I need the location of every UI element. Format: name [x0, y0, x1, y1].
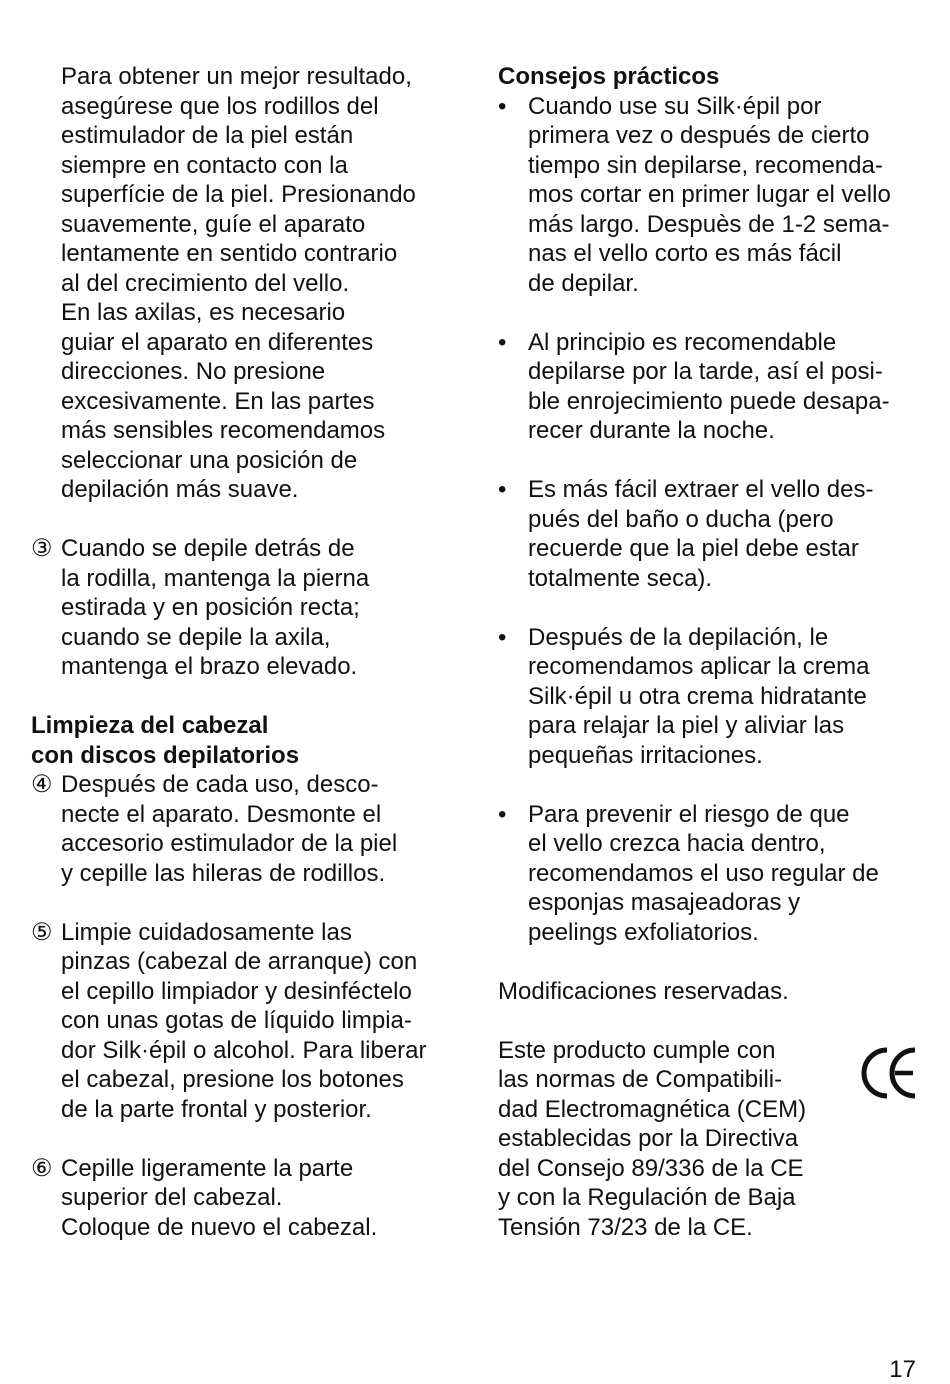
step-6: [31, 1154, 471, 1243]
text-line: excesivamente. En las partes: [61, 387, 375, 415]
tip-item: [498, 475, 928, 593]
tip-item: [498, 328, 928, 446]
text-line: con unas gotas de líquido limpia-: [61, 1007, 412, 1034]
text-line: seleccionar una posición de: [61, 446, 358, 474]
text-line: Coloque de nuevo el cabezal.: [61, 1213, 378, 1241]
step-number: ⑥: [31, 1154, 53, 1182]
text-line: necte el aparato. Desmonte el: [61, 800, 382, 828]
text-line: Cuando use su Silk·épil por: [528, 92, 822, 120]
text-line: accesorio estimulador de la piel: [61, 830, 398, 857]
text-line: superior del cabezal.: [61, 1184, 283, 1211]
text-line: ble enrojecimiento puede desapa-: [528, 387, 890, 415]
text-line: Tensión 73/23 de la CE.: [498, 1213, 753, 1241]
bullet-icon: •: [498, 800, 507, 828]
text-line: guiar el aparato en diferentes: [61, 328, 374, 356]
text-line: de la parte frontal y posterior.: [61, 1095, 372, 1123]
text-line: Es más fácil extraer el vello des-: [528, 476, 874, 503]
text-line: más largo. Despuès de 1-2 sema-: [528, 210, 890, 238]
text-line: de depilar.: [528, 269, 639, 297]
text-line: del Consejo 89/336 de la CE: [498, 1154, 804, 1182]
text-line: dad Electromagnética (CEM): [498, 1095, 807, 1123]
text-line: el vello crezca hacia dentro,: [528, 830, 826, 857]
text-line: nas el vello corto es más fácil: [528, 240, 842, 267]
text-line: mantenga el brazo elevado.: [61, 653, 358, 680]
text-line: Después de la depilación, le: [528, 623, 829, 651]
text-line: En las axilas, es necesario: [61, 299, 346, 326]
step-number: ④: [31, 771, 53, 798]
text-line: Silk·épil u otra crema hidratante: [528, 682, 867, 710]
bullet-icon: •: [498, 92, 507, 120]
text-line: Modificaciones reservadas.: [498, 977, 789, 1005]
bullet-icon: •: [498, 328, 507, 356]
tip-item: [498, 800, 928, 948]
intro-paragraph: [31, 62, 471, 505]
text-line: y cepille las hileras de rodillos.: [61, 859, 386, 887]
step-4: [31, 770, 471, 888]
text-line: superfície de la piel. Presionando: [61, 181, 416, 208]
text-line: suavemente, guíe el aparato: [61, 210, 366, 238]
text-line: Limpie cuidadosamente las: [61, 918, 352, 946]
text-line: pequeñas irritaciones.: [528, 741, 763, 769]
modifications-note: [498, 977, 928, 1007]
text-line: Para obtener un mejor resultado,: [61, 63, 412, 90]
text-line: las normas de Compatibili-: [498, 1066, 783, 1093]
bullet-icon: •: [498, 623, 507, 651]
text-line: tiempo sin depilarse, recomenda-: [528, 151, 883, 179]
bullet-icon: •: [498, 476, 507, 503]
text-line: primera vez o después de cierto: [528, 122, 870, 149]
text-line: al del crecimiento del vello.: [61, 269, 350, 297]
text-line: depilación más suave.: [61, 476, 299, 503]
text-line: siempre en contacto con la: [61, 151, 348, 179]
text-line: direcciones. No presione: [61, 358, 326, 385]
text-line: Este producto cumple con: [498, 1036, 776, 1064]
left-column: [31, 62, 471, 1242]
text-line: la rodilla, mantenga la pierna: [61, 564, 370, 592]
text-line: Para prevenir el riesgo de que: [528, 800, 850, 828]
text-line: recuerde que la piel debe estar: [528, 535, 859, 562]
step-3: [31, 534, 471, 682]
compliance-statement: [498, 1036, 928, 1243]
heading-line: Limpieza del cabezal: [31, 712, 269, 739]
text-line: totalmente seca).: [528, 564, 713, 592]
tips-heading: [498, 62, 928, 92]
text-line: Después de cada uso, desco-: [61, 771, 379, 798]
heading-line: con discos depilatorios: [31, 741, 300, 769]
text-line: Al principio es recomendable: [528, 328, 837, 356]
text-line: recomendamos aplicar la crema: [528, 653, 870, 680]
text-line: para relajar la piel y aliviar las: [528, 712, 845, 739]
text-line: más sensibles recomendamos: [61, 417, 386, 444]
text-line: recer durante la noche.: [528, 417, 775, 444]
text-line: peelings exfoliatorios.: [528, 918, 759, 946]
step-number: ⑤: [31, 918, 53, 946]
text-line: estirada y en posición recta;: [61, 594, 360, 621]
text-line: estimulador de la piel están: [61, 122, 354, 149]
text-line: y con la Regulación de Baja: [498, 1184, 796, 1211]
text-line: mos cortar en primer lugar el vello: [528, 181, 891, 208]
right-column: [498, 62, 928, 1242]
text-line: esponjas masajeadoras y: [528, 889, 801, 916]
text-line: lentamente en sentido contrario: [61, 240, 398, 267]
text-line: cuando se depile la axila,: [61, 623, 331, 651]
text-line: depilarse por la tarde, así el posi-: [528, 358, 883, 385]
text-line: asegúrese que los rodillos del: [61, 92, 379, 120]
heading-line: Consejos prácticos: [498, 63, 720, 90]
page-number: 17: [889, 1356, 916, 1383]
text-line: establecidas por la Directiva: [498, 1125, 799, 1152]
text-line: pinzas (cabezal de arranque) con: [61, 948, 418, 975]
tip-item: [498, 92, 928, 299]
text-line: Cepille ligeramente la parte: [61, 1154, 354, 1182]
text-line: el cepillo limpiador y desinféctelo: [61, 977, 412, 1005]
tip-item: [498, 623, 928, 771]
text-line: dor Silk·épil o alcohol. Para liberar: [61, 1036, 427, 1064]
cleaning-heading: [31, 711, 471, 770]
ce-mark-icon: [858, 1042, 920, 1104]
text-line: Cuando se depile detrás de: [61, 535, 355, 562]
step-5: [31, 918, 471, 1125]
text-line: pués del baño o ducha (pero: [528, 505, 834, 533]
step-number: ③: [31, 535, 53, 562]
text-line: el cabezal, presione los botones: [61, 1066, 404, 1093]
text-line: recomendamos el uso regular de: [528, 859, 879, 887]
